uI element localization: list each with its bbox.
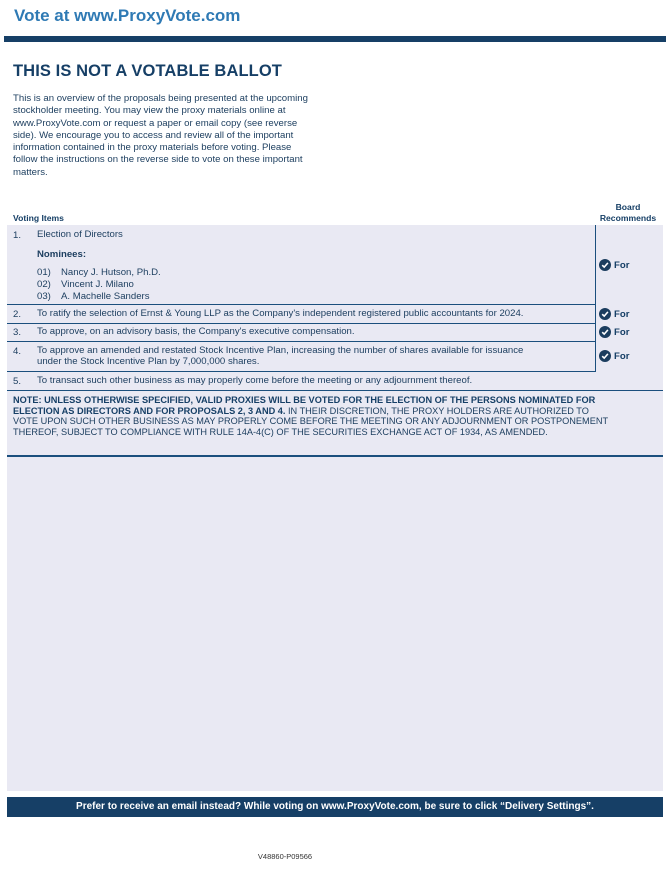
item-number: 2. [13, 309, 22, 320]
recommendation-text: For [614, 350, 630, 362]
check-circle-icon [599, 308, 611, 320]
proxy-note [13, 395, 613, 437]
item-text: Election of Directors [37, 229, 123, 240]
item-number: 3. [13, 327, 22, 338]
item-number: 1. [13, 230, 22, 241]
recommendation-badge [599, 350, 629, 362]
board-recommends-line2: Recommends [599, 213, 657, 223]
item-text: To approve, on an advisory basis, the Company's executive compensation. [37, 326, 355, 337]
nominee-number: 03) [37, 291, 51, 302]
check-circle-icon [599, 350, 611, 362]
nominee-name: Vincent J. Milano [61, 279, 134, 290]
recommendation-text: For [614, 308, 630, 320]
proxy-note-bold: NOTE: UNLESS OTHERWISE SPECIFIED, VALID PROXIES WILL BE VOTED FOR THE ELECTION OF THE PERSONS NOMINATED FOR ELECTION AS DIRECTORS AND FOR PROPOSALS 2, 3 AND 4. [13, 395, 596, 416]
recommendation-cell-1 [595, 225, 663, 305]
item-number: 5. [13, 376, 22, 387]
nominees-label: Nominees: [37, 249, 87, 260]
item-text: under the Stock Incentive Plan by 7,000,000 shares. [37, 356, 260, 367]
voting-item-row-2 [7, 305, 663, 324]
ballot-title: THIS IS NOT A VOTABLE BALLOT [13, 62, 282, 80]
recommendation-text: For [614, 326, 630, 338]
nominee-name: A. Machelle Sanders [61, 291, 150, 302]
recommendation-badge [599, 326, 629, 338]
nominee-number: 02) [37, 279, 51, 290]
voting-items-header: Voting Items [13, 213, 64, 223]
document-code: V48860-P09566 [257, 852, 313, 861]
voting-item-row-4 [7, 342, 663, 372]
recommendation-text: For [614, 259, 630, 271]
proxy-note-regular: IN THEIR DISCRETION, THE PROXY HOLDERS ARE AUTHORIZED TO VOTE UPON SUCH OTHER BUSINESS AS MAY PROPERLY COME BEFORE THE MEETING OR ANY ADJOURNMENT OR POSTPONEMENT THEREOF, SUBJECT TO COMPLIANCE WITH RULE 14A-4(C) OF THE SECURITIES EXCHANGE ACT OF 1934, AS AMENDED. [13, 405, 608, 437]
header-divider [4, 36, 666, 42]
recommendation-cell-4 [595, 342, 663, 372]
recommendation-badge [599, 308, 629, 320]
voting-item-row-5 [7, 372, 663, 391]
nominee-number: 01) [37, 267, 51, 278]
recommendation-badge [599, 259, 629, 271]
item-text: To approve an amended and restated Stock Incentive Plan, increasing the number of shares available for issuance [37, 345, 524, 356]
email-delivery-banner: Prefer to receive an email instead? While voting on www.ProxyVote.com, be sure to click “Delivery Settings”. [7, 797, 663, 817]
item-number: 4. [13, 346, 22, 357]
nominee-name: Nancy J. Hutson, Ph.D. [61, 267, 161, 278]
check-circle-icon [599, 326, 611, 338]
board-recommends-line1: Board [615, 202, 641, 212]
ballot-intro: This is an overview of the proposals being presented at the upcoming stockholder meeting. You may view the proxy materials online at www.ProxyVote.com or request a paper or email copy (see reverse side). We encourage you to access and review all of the important information contained in the proxy materials before voting. Please follow the instructions on the reverse side to vote on these important matters. [13, 93, 308, 178]
item-text: To transact such other business as may properly come before the meeting or any adjournment thereof. [37, 375, 473, 386]
recommendation-cell-2 [595, 305, 663, 324]
item-text: To ratify the selection of Ernst & Young LLP as the Company's independent registered public accountants for 2024. [37, 308, 524, 319]
header-title: Vote at www.ProxyVote.com [14, 6, 241, 25]
board-recommends-header [594, 202, 662, 224]
check-circle-icon [599, 259, 611, 271]
note-divider [7, 455, 663, 457]
voting-item-row-3 [7, 324, 663, 342]
recommendation-cell-3 [595, 324, 663, 342]
